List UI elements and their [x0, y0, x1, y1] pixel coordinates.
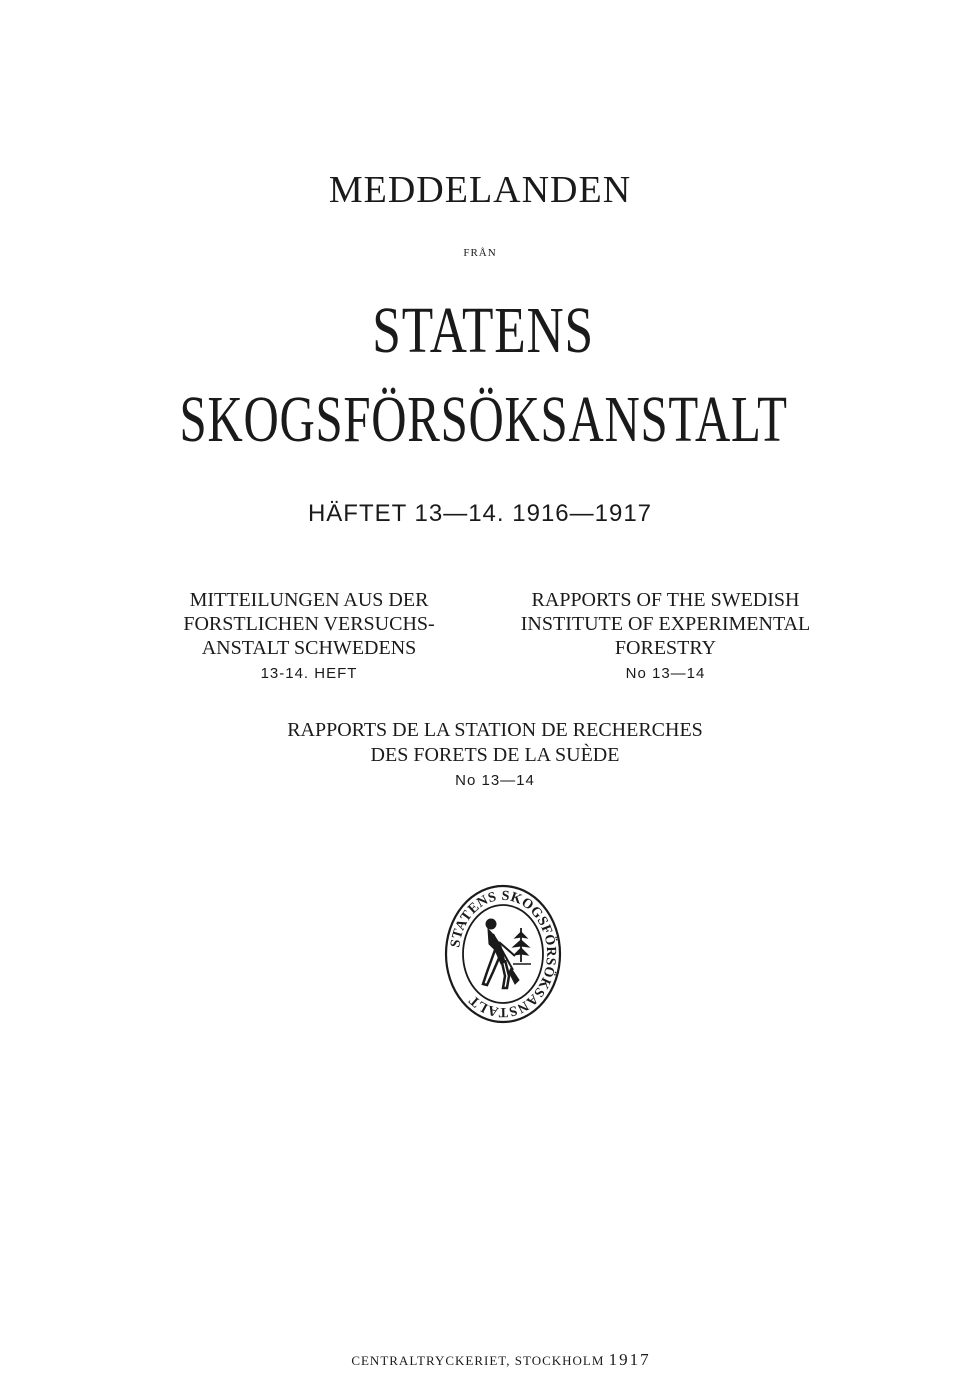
figure-icon	[483, 919, 519, 988]
english-subtitle	[463, 588, 868, 686]
german-number: 13-14. HEFT	[260, 665, 358, 682]
seal-text: STATENS SKOGSFÖRSÖKSANSTALT	[448, 888, 559, 1020]
issue-line: HÄFTET 13—14. 1916—1917	[307, 500, 653, 527]
german-line: ANSTALT SCHWEDENS	[201, 637, 417, 659]
french-number: No 13—14	[455, 772, 535, 789]
institution-name-line1: STATENS	[372, 294, 594, 367]
german-line: MITTEILUNGEN AUS DER	[189, 589, 429, 611]
english-number: No 13—14	[625, 665, 706, 682]
from-label: FRÅN	[463, 247, 497, 259]
english-line: INSTITUTE OF EXPERIMENTAL	[520, 613, 811, 635]
printer-name: CENTRALTRYCKERIET, STOCKHOLM	[351, 1353, 605, 1368]
institution-seal-logo	[443, 884, 563, 1024]
german-line: FORSTLICHEN VERSUCHS-	[183, 613, 435, 635]
printer-year: 1917	[608, 1350, 651, 1369]
tree-icon	[513, 928, 531, 964]
french-line: RAPPORTS DE LA STATION DE RECHERCHES	[287, 719, 703, 741]
french-line: DES FORETS DE LA SUÈDE	[370, 744, 620, 766]
german-subtitle	[150, 588, 468, 686]
english-line: RAPPORTS OF THE SWEDISH	[531, 589, 800, 611]
french-subtitle	[0, 718, 960, 793]
english-line: FORESTRY	[614, 637, 717, 659]
series-title: MEDDELANDEN	[328, 169, 632, 211]
institution-name-line2: SKOGSFÖRSÖKSANSTALT	[179, 383, 788, 456]
printer-imprint	[0, 1350, 960, 1370]
